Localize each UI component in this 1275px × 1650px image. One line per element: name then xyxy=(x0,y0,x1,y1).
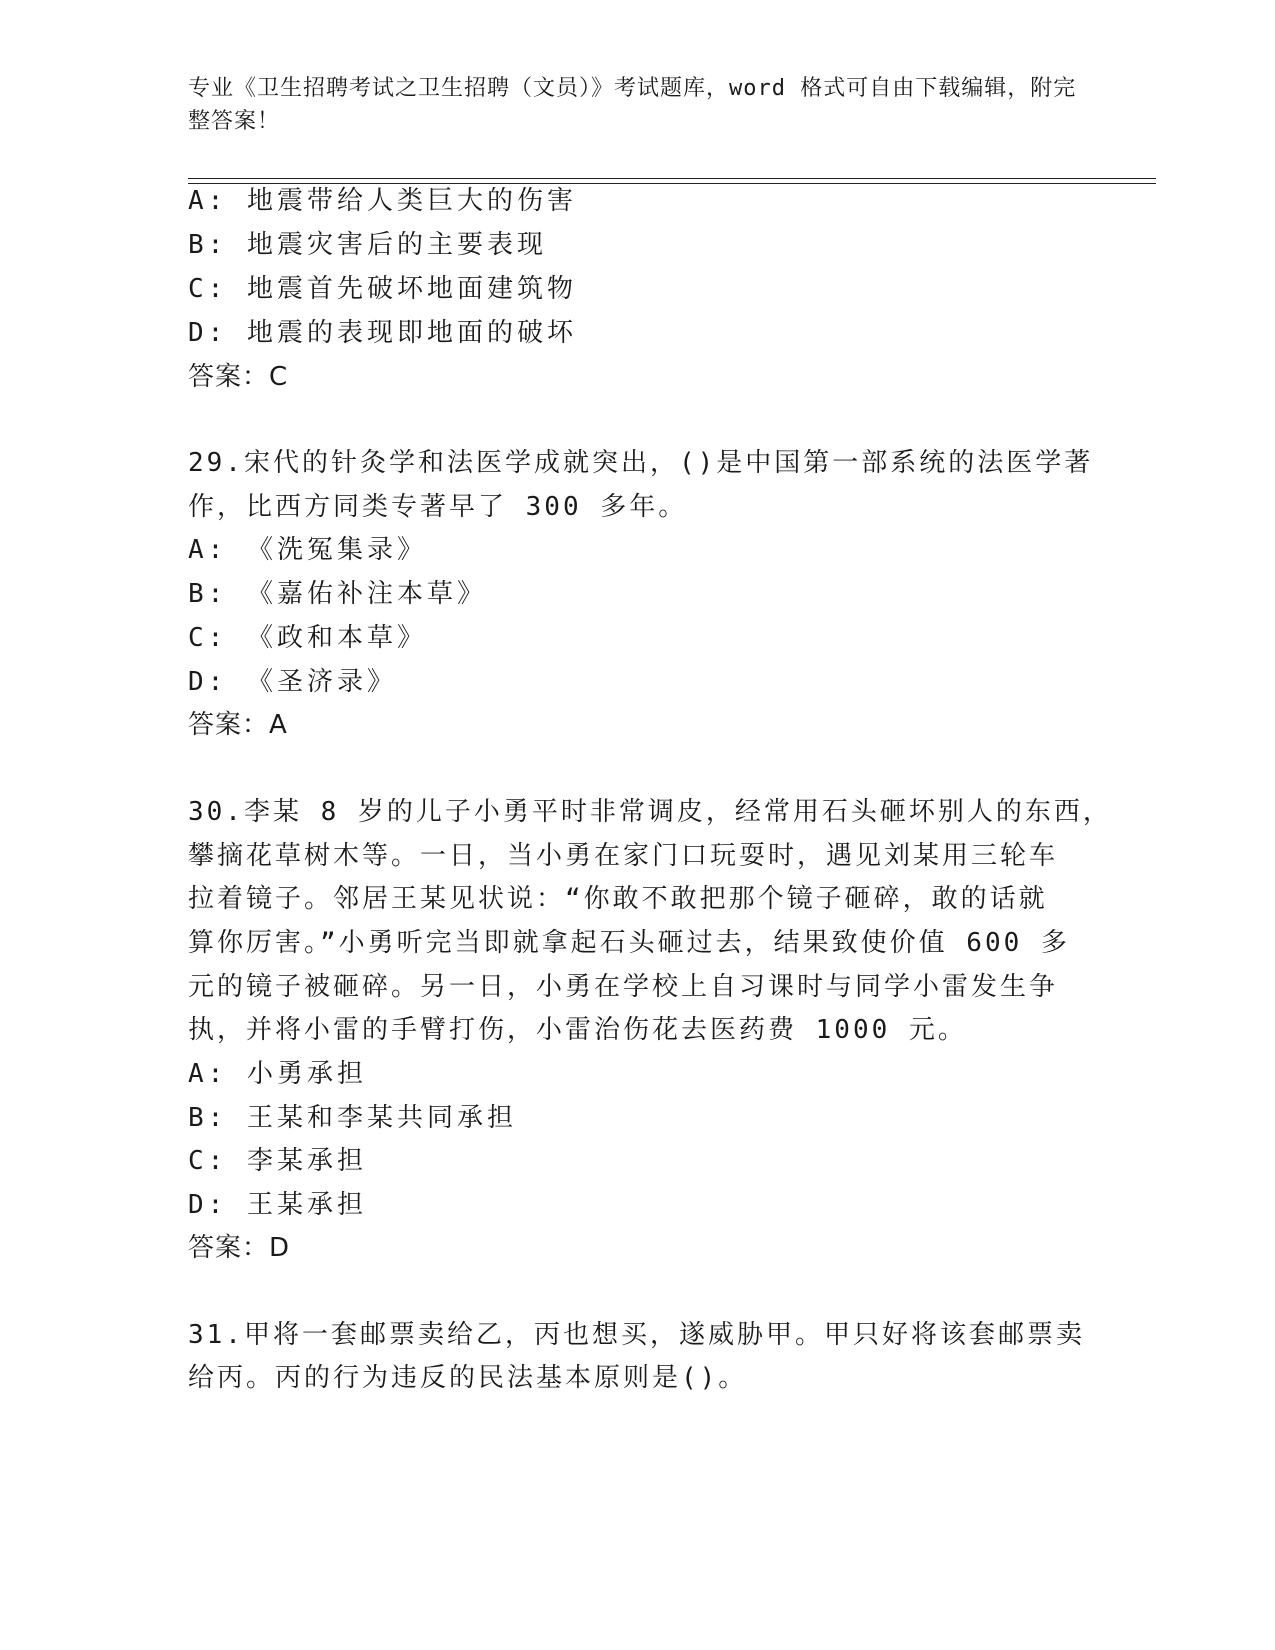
q29-answer: 答案：A xyxy=(188,710,288,740)
q29-option-b: B: 《嘉佑补注本草》 xyxy=(188,579,487,609)
q30-option-b: B: 王某和李某共同承担 xyxy=(188,1103,517,1133)
q28-option-b: B: 地震灾害后的主要表现 xyxy=(188,230,547,260)
q29-option-a: A: 《洗冤集录》 xyxy=(188,535,427,565)
q30-stem-line: 拉着镜子。邻居王某见状说：“你敢不敢把那个镜子砸碎，敢的话就 xyxy=(188,884,1048,914)
q30-stem-line: 30.李某 8 岁的儿子小勇平时非常调皮，经常用石头砸坏别人的东西， xyxy=(188,797,1112,827)
q30-option-a: A: 小勇承担 xyxy=(188,1059,367,1089)
q30-answer: 答案：D xyxy=(188,1233,291,1263)
q30-option-c: C: 李某承担 xyxy=(188,1146,367,1176)
page-header: 专业《卫生招聘考试之卫生招聘（文员）》考试题库，word 格式可自由下载编辑，附完整答案！ xyxy=(188,76,1077,134)
q28-option-d: D: 地震的表现即地面的破坏 xyxy=(188,318,577,348)
q29-option-d: D: 《圣济录》 xyxy=(188,667,397,697)
q31-stem-line: 31.甲将一套邮票卖给乙，丙也想买，遂威胁甲。甲只好将该套邮票卖 xyxy=(188,1320,1085,1350)
q28-answer: 答案：C xyxy=(188,362,289,392)
q31-stem-line: 给丙。丙的行为违反的民法基本原则是()。 xyxy=(188,1363,748,1393)
q29-option-c: C: 《政和本草》 xyxy=(188,623,427,653)
q30-stem-line: 攀摘花草树木等。一日，当小勇在家门口玩耍时，遇见刘某用三轮车 xyxy=(188,841,1059,871)
q30-option-d: D: 王某承担 xyxy=(188,1190,367,1220)
q30-stem-line: 执，并将小雷的手臂打伤，小雷治伤花去医药费 1000 元。 xyxy=(188,1015,967,1045)
q30-stem-line: 元的镜子被砸碎。另一日，小勇在学校上自习课时与同学小雷发生争 xyxy=(188,972,1059,1002)
q30-stem-line: 算你厉害。”小勇听完当即就拿起石头砸过去，结果致使价值 600 多 xyxy=(188,928,1070,958)
q28-option-a: A: 地震带给人类巨大的伤害 xyxy=(188,186,577,216)
q29-stem-line: 29.宋代的针灸学和法医学成就突出，()是中国第一部系统的法医学著 xyxy=(188,448,1094,478)
q28-option-c: C: 地震首先破坏地面建筑物 xyxy=(188,274,577,304)
q29-stem-line: 作，比西方同类专著早了 300 多年。 xyxy=(188,492,688,522)
header-divider xyxy=(188,178,1156,184)
